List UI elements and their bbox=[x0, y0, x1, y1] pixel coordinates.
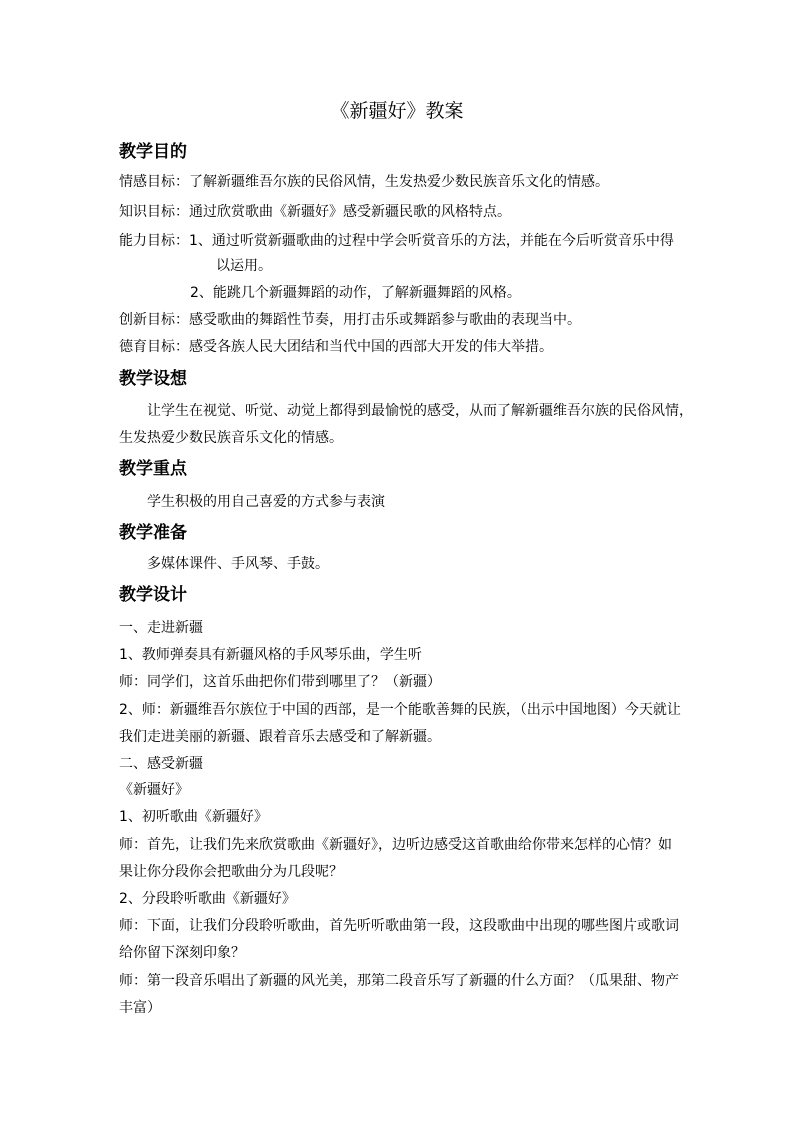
design-line: 给你留下深刻印象？ bbox=[119, 945, 245, 961]
design-line: 1、教师弹奏具有新疆风格的手风琴乐曲，学生听 bbox=[119, 647, 422, 663]
goal-emotion: 情感目标：了解新疆维吾尔族的民俗风情，生发热爱少数民族音乐文化的情感。 bbox=[119, 174, 609, 190]
design-line: 丰富） bbox=[119, 1000, 161, 1016]
heading-teaching-design: 教学设计 bbox=[119, 585, 187, 605]
design-line: 一、走进新疆 bbox=[119, 620, 203, 636]
prep-line-1: 多媒体课件、手风琴、手鼓。 bbox=[147, 556, 329, 572]
heading-teaching-goals: 教学目的 bbox=[119, 142, 187, 162]
goal-moral: 德育目标：感受各族人民大团结和当代中国的西部大开发的伟大举措。 bbox=[119, 339, 553, 355]
design-line: 二、感受新疆 bbox=[119, 756, 203, 772]
concept-line-1: 让学生在视觉、听觉、动觉上都得到最愉悦的感受，从而了解新疆维吾尔族的民俗风情， bbox=[147, 403, 693, 419]
goal-ability-2: 2、能跳几个新疆舞蹈的动作，了解新疆舞蹈的风格。 bbox=[190, 285, 521, 301]
design-line: 师：第一段音乐唱出了新疆的风光美，那第二段音乐写了新疆的什么方面？（瓜果甜、物产 bbox=[119, 973, 679, 989]
design-line: 2、分段聆听歌曲《新疆好》 bbox=[119, 891, 296, 907]
design-line: 2、师：新疆维吾尔族位于中国的西部，是一个能歌善舞的民族，（出示中国地图）今天就让 bbox=[119, 702, 681, 718]
heading-teaching-concept: 教学设想 bbox=[119, 369, 187, 389]
goal-ability-1-cont: 以运用。 bbox=[216, 258, 272, 274]
document-title: 《新疆好》教案 bbox=[330, 100, 464, 122]
goal-knowledge: 知识目标：通过欣赏歌曲《新疆好》感受新疆民歌的风格特点。 bbox=[119, 204, 511, 220]
design-line: 我们走进美丽的新疆、跟着音乐去感受和了解新疆。 bbox=[119, 729, 441, 745]
heading-teaching-focus: 教学重点 bbox=[119, 459, 187, 479]
heading-teaching-prep: 教学准备 bbox=[119, 523, 187, 543]
design-line: 师：首先，让我们先来欣赏歌曲《新疆好》，边听边感受这首歌曲给你带来怎样的心情？如 bbox=[119, 837, 672, 853]
design-line: 《新疆好》 bbox=[119, 782, 189, 798]
concept-line-2: 生发热爱少数民族音乐文化的情感。 bbox=[119, 430, 343, 446]
goal-creative: 创新目标：感受歌曲的舞蹈性节奏，用打击乐或舞蹈参与歌曲的表现当中。 bbox=[119, 312, 581, 328]
design-line: 师：同学们，这首乐曲把你们带到哪里了？（新疆） bbox=[119, 674, 441, 690]
goal-ability-1: 能力目标：1、通过听赏新疆歌曲的过程中学会听赏音乐的方法，并能在今后听赏音乐中得 bbox=[119, 233, 674, 249]
design-line: 1、初听歌曲《新疆好》 bbox=[119, 809, 268, 825]
focus-line-1: 学生积极的用自己喜爱的方式参与表演 bbox=[147, 494, 385, 510]
design-line: 果让你分段你会把歌曲分为几段呢？ bbox=[119, 864, 343, 880]
design-line: 师：下面，让我们分段聆听歌曲，首先听听歌曲第一段，这段歌曲中出现的哪些图片或歌词 bbox=[119, 918, 679, 934]
